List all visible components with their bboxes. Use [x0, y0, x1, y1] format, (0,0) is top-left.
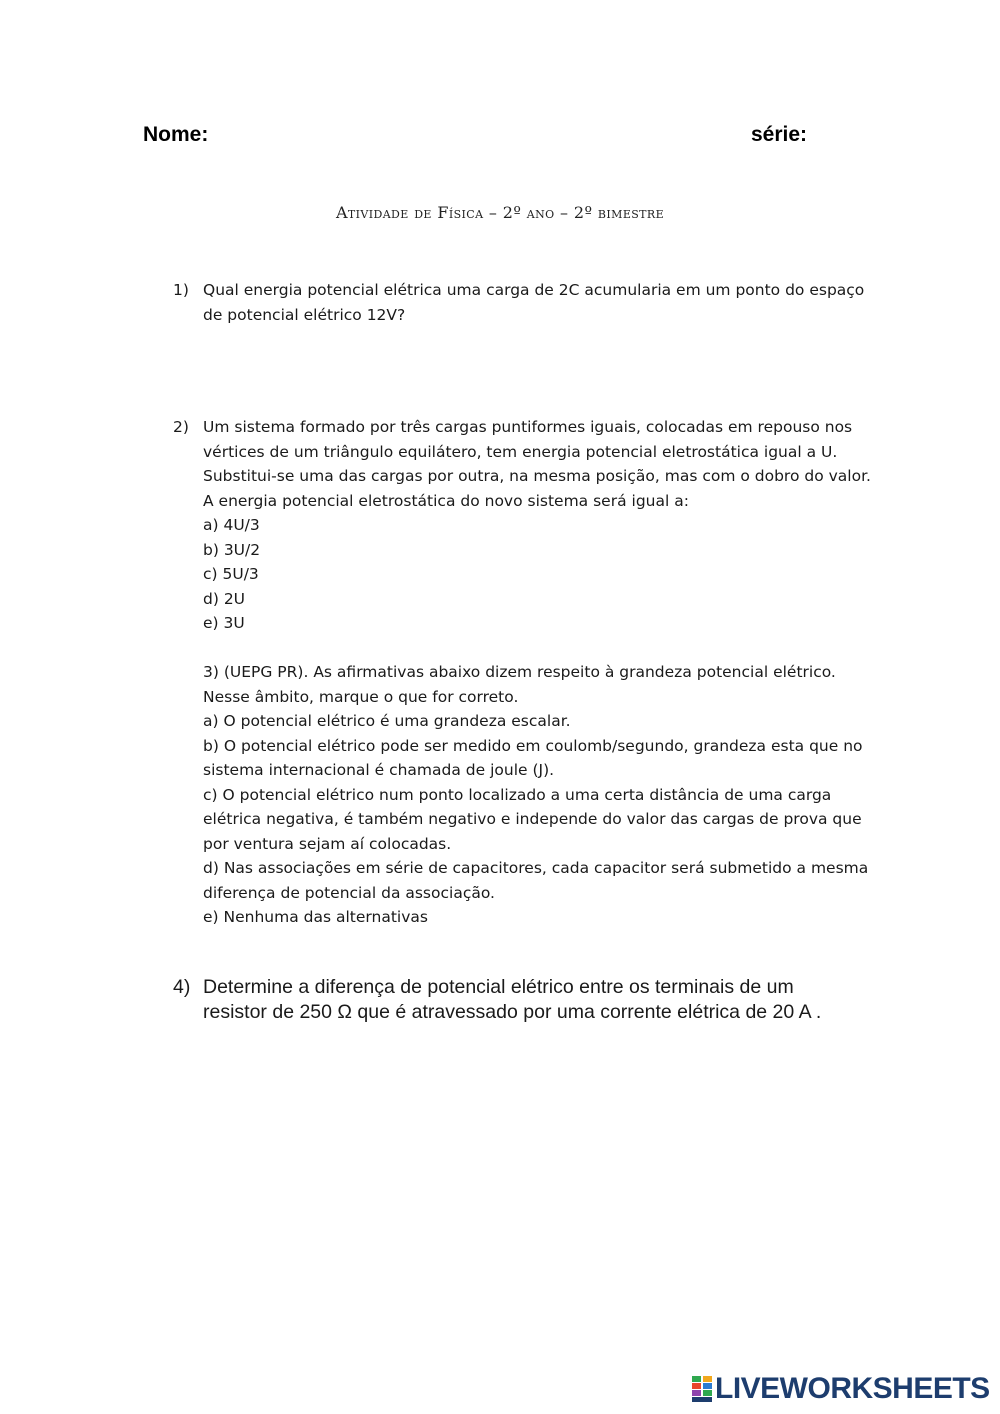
answer-option: e) 3U: [203, 614, 245, 632]
answer-option: b) 3U/2: [203, 540, 261, 559]
question-text-line: Qual energia potencial elétrica uma carga de 2C acumularia em um ponto do espaço: [203, 281, 865, 299]
answer-option: c) O potencial elétrico num ponto localizado a uma certa distância de uma carga: [203, 785, 832, 804]
question-text-line: Substitui-se uma das cargas por outra, na mesma posição, mas com o dobro do valor.: [203, 467, 871, 485]
answer-option: diferença de potencial da associação.: [203, 883, 495, 902]
answer-option: d) 2U: [203, 589, 246, 608]
answer-option: a) O potencial elétrico é uma grandeza escalar.: [203, 712, 571, 730]
answer-option: sistema internacional é chamada de joule (J).: [203, 761, 555, 779]
brand-name: LIVEWORKSHEETS: [715, 1372, 990, 1405]
liveworksheets-brand: [692, 1374, 990, 1404]
name-label: Nome:: [143, 123, 209, 146]
answer-option: a) 4U/3: [203, 516, 260, 534]
answer-option: b) O potencial elétrico pode ser medido em coulomb/segundo, grandeza esta que no: [203, 736, 863, 755]
question-text-line: de potencial elétrico 12V?: [203, 305, 406, 324]
question-text-line: Nesse âmbito, marque o que for correto.: [203, 687, 519, 706]
question-text-line: resistor de 250 Ω que é atravessado por uma corrente elétrica de 20 A .: [203, 1001, 822, 1023]
question-number: 1): [173, 281, 189, 299]
question-text-line: Determine a diferença de potencial elétrico entre os terminais de um: [203, 976, 794, 998]
answer-option: elétrica negativa, é também negativo e independe do valor das cargas de prova que: [203, 810, 862, 828]
page-title: Atividade de Física – 2º ano – 2º bimestre: [335, 203, 665, 222]
answer-option: d) Nas associações em série de capacitores, cada capacitor será submetido a mesma: [203, 859, 869, 877]
question-3: [173, 660, 869, 930]
question-text-line: Um sistema formado por três cargas puntiformes iguais, colocadas em repouso nos: [203, 418, 853, 436]
series-label: série:: [751, 123, 808, 146]
answer-option: e) Nenhuma das alternativas: [203, 908, 428, 926]
question-number: 4): [173, 976, 191, 998]
question-number: 2): [173, 418, 189, 436]
question-1: [173, 278, 863, 327]
liveworksheets-logo-icon: [692, 1376, 712, 1402]
answer-option: c) 5U/3: [203, 565, 259, 583]
question-4: [173, 975, 863, 1025]
question-text-line: vértices de um triângulo equilátero, tem energia potencial eletrostática igual a U.: [203, 442, 838, 461]
question-text-line: 3) (UEPG PR). As afirmativas abaixo dizem respeito à grandeza potencial elétrico.: [203, 663, 836, 681]
question-2: [173, 415, 871, 636]
answer-option: por ventura sejam aí colocadas.: [203, 834, 452, 853]
question-text-line: A energia potencial eletrostática do novo sistema será igual a:: [203, 491, 689, 510]
